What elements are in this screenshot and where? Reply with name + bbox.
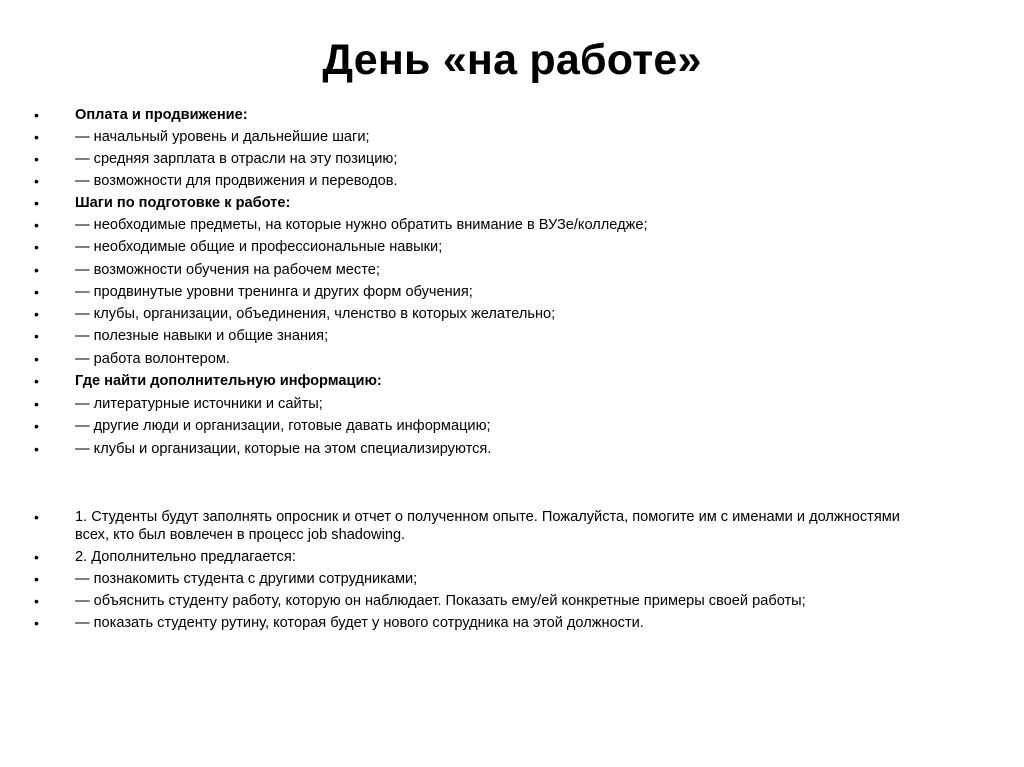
- list-item-text: Оплата и продвижение:: [75, 107, 248, 123]
- bullet-icon: •: [34, 217, 39, 233]
- bullet-icon: •: [34, 509, 39, 525]
- list-item-text: — показать студенту рутину, которая будет у нового сотрудника на этой должности.: [75, 615, 644, 631]
- bullet-icon: •: [34, 306, 39, 322]
- bullet-icon: •: [34, 173, 39, 189]
- bullet-icon: •: [34, 373, 39, 389]
- list-item-text: — начальный уровень и дальнейшие шаги;: [75, 129, 370, 145]
- bullet-icon: •: [34, 615, 39, 631]
- list-item-text: — возможности обучения на рабочем месте;: [75, 262, 380, 278]
- bullet-icon: •: [34, 239, 39, 255]
- list-item-text: — объяснить студенту работу, которую он наблюдает. Показать ему/ей конкретные примеры своей работы;: [75, 593, 806, 609]
- list-item-text: 1. Студенты будут заполнять опросник и отчет о полученном опыте. Пожалуйста, помогите им с именами и должностями всех, кто был вовлечен в процесс job shadowing.: [75, 509, 900, 543]
- list-item-text: 2. Дополнительно предлагается:: [75, 549, 296, 565]
- bullet-icon: •: [34, 262, 39, 278]
- bullet-icon: •: [34, 571, 39, 587]
- bullet-icon: •: [34, 129, 39, 145]
- list-item-text: — необходимые предметы, на которые нужно обратить внимание в ВУЗе/колледже;: [75, 217, 648, 233]
- list-item-text: — работа волонтером.: [75, 351, 230, 367]
- bullet-icon: •: [34, 593, 39, 609]
- bullet-icon: •: [34, 151, 39, 167]
- bullet-icon: •: [34, 351, 39, 367]
- list-item-text: — необходимые общие и профессиональные навыки;: [75, 239, 443, 255]
- list-item-text: — познакомить студента с другими сотрудниками;: [75, 571, 418, 587]
- list-item-text: — средняя зарплата в отрасли на эту позицию;: [75, 151, 398, 167]
- list-item-text: Где найти дополнительную информацию:: [75, 373, 382, 389]
- list-item-text: Шаги по подготовке к работе:: [75, 195, 291, 211]
- list-item-text: — продвинутые уровни тренинга и других форм обучения;: [75, 284, 473, 300]
- list-item-text: — полезные навыки и общие знания;: [75, 328, 329, 344]
- slide-title: День «на работе»: [322, 36, 702, 84]
- list-item-text: — другие люди и организации, готовые давать информацию;: [75, 418, 491, 434]
- bullet-icon: •: [34, 328, 39, 344]
- list-item-text: — литературные источники и сайты;: [75, 396, 323, 412]
- list-item-text: — клубы и организации, которые на этом специализируются.: [75, 441, 492, 457]
- bullet-icon: •: [34, 549, 39, 565]
- list-item-text: — возможности для продвижения и переводов.: [75, 173, 398, 189]
- bullet-icon: •: [34, 396, 39, 412]
- list-item-text: — клубы, организации, объединения, членство в которых желательно;: [75, 306, 556, 322]
- bullet-icon: •: [34, 441, 39, 457]
- bullet-icon: •: [34, 284, 39, 300]
- bullet-icon: •: [34, 195, 39, 211]
- bullet-icon: •: [34, 418, 39, 434]
- bullet-icon: •: [34, 107, 39, 123]
